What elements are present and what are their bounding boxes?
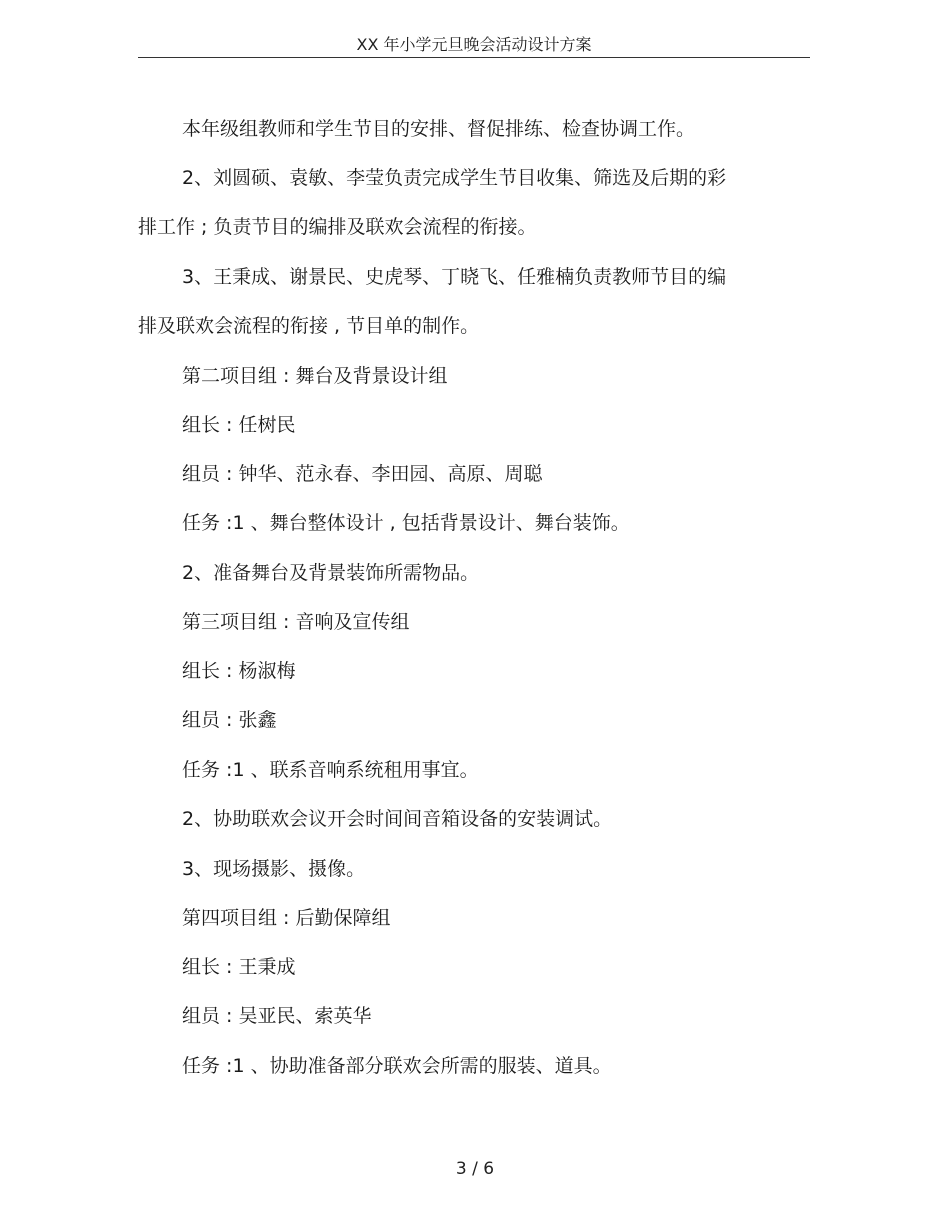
paragraph-line: 排及联欢会流程的衔接 , 节目单的制作。	[138, 315, 480, 337]
paragraph-line: 3、王秉成、谢景民、史虎琴、丁晓飞、任雅楠负责教师节目的编	[182, 266, 727, 288]
paragraph-line: 组员 : 张鑫	[182, 709, 277, 731]
paragraph-line: 组员 : 吴亚民、索英华	[182, 1005, 372, 1027]
paragraph-line: 组长 : 任树民	[182, 414, 296, 436]
paragraph-line: 组员 : 钟华、范永春、李田园、高原、周聪	[182, 463, 543, 485]
paragraph-line: 2、刘圆硕、袁敏、李莹负责完成学生节目收集、筛选及后期的彩	[182, 167, 727, 189]
section-heading: 第四项目组 : 后勤保障组	[182, 907, 391, 929]
paragraph-line: 组长 : 杨淑梅	[182, 660, 296, 682]
paragraph-line: 任务 :1 、舞台整体设计 , 包括背景设计、舞台装饰。	[182, 512, 630, 534]
paragraph-line: 排工作 ; 负责节目的编排及联欢会流程的衔接。	[138, 216, 537, 238]
page-header-title: XX 年小学元旦晚会活动设计方案	[138, 34, 810, 58]
paragraph-line: 本年级组教师和学生节目的安排、督促排练、检查协调工作。	[182, 118, 696, 140]
paragraph-line: 2、协助联欢会议开会时间间音箱设备的安装调试。	[182, 808, 613, 830]
section-heading: 第三项目组 : 音响及宣传组	[182, 611, 410, 633]
page-number: 3 / 6	[455, 1159, 495, 1179]
section-heading: 第二项目组 : 舞台及背景设计组	[182, 365, 448, 387]
paragraph-line: 任务 :1 、联系音响系统租用事宜。	[182, 759, 479, 781]
paragraph-line: 2、准备舞台及背景装饰所需物品。	[182, 562, 480, 584]
paragraph-line: 任务 :1 、协助准备部分联欢会所需的服装、道具。	[182, 1055, 612, 1077]
paragraph-line: 组长 : 王秉成	[182, 956, 296, 978]
paragraph-line: 3、现场摄影、摄像。	[182, 858, 366, 880]
